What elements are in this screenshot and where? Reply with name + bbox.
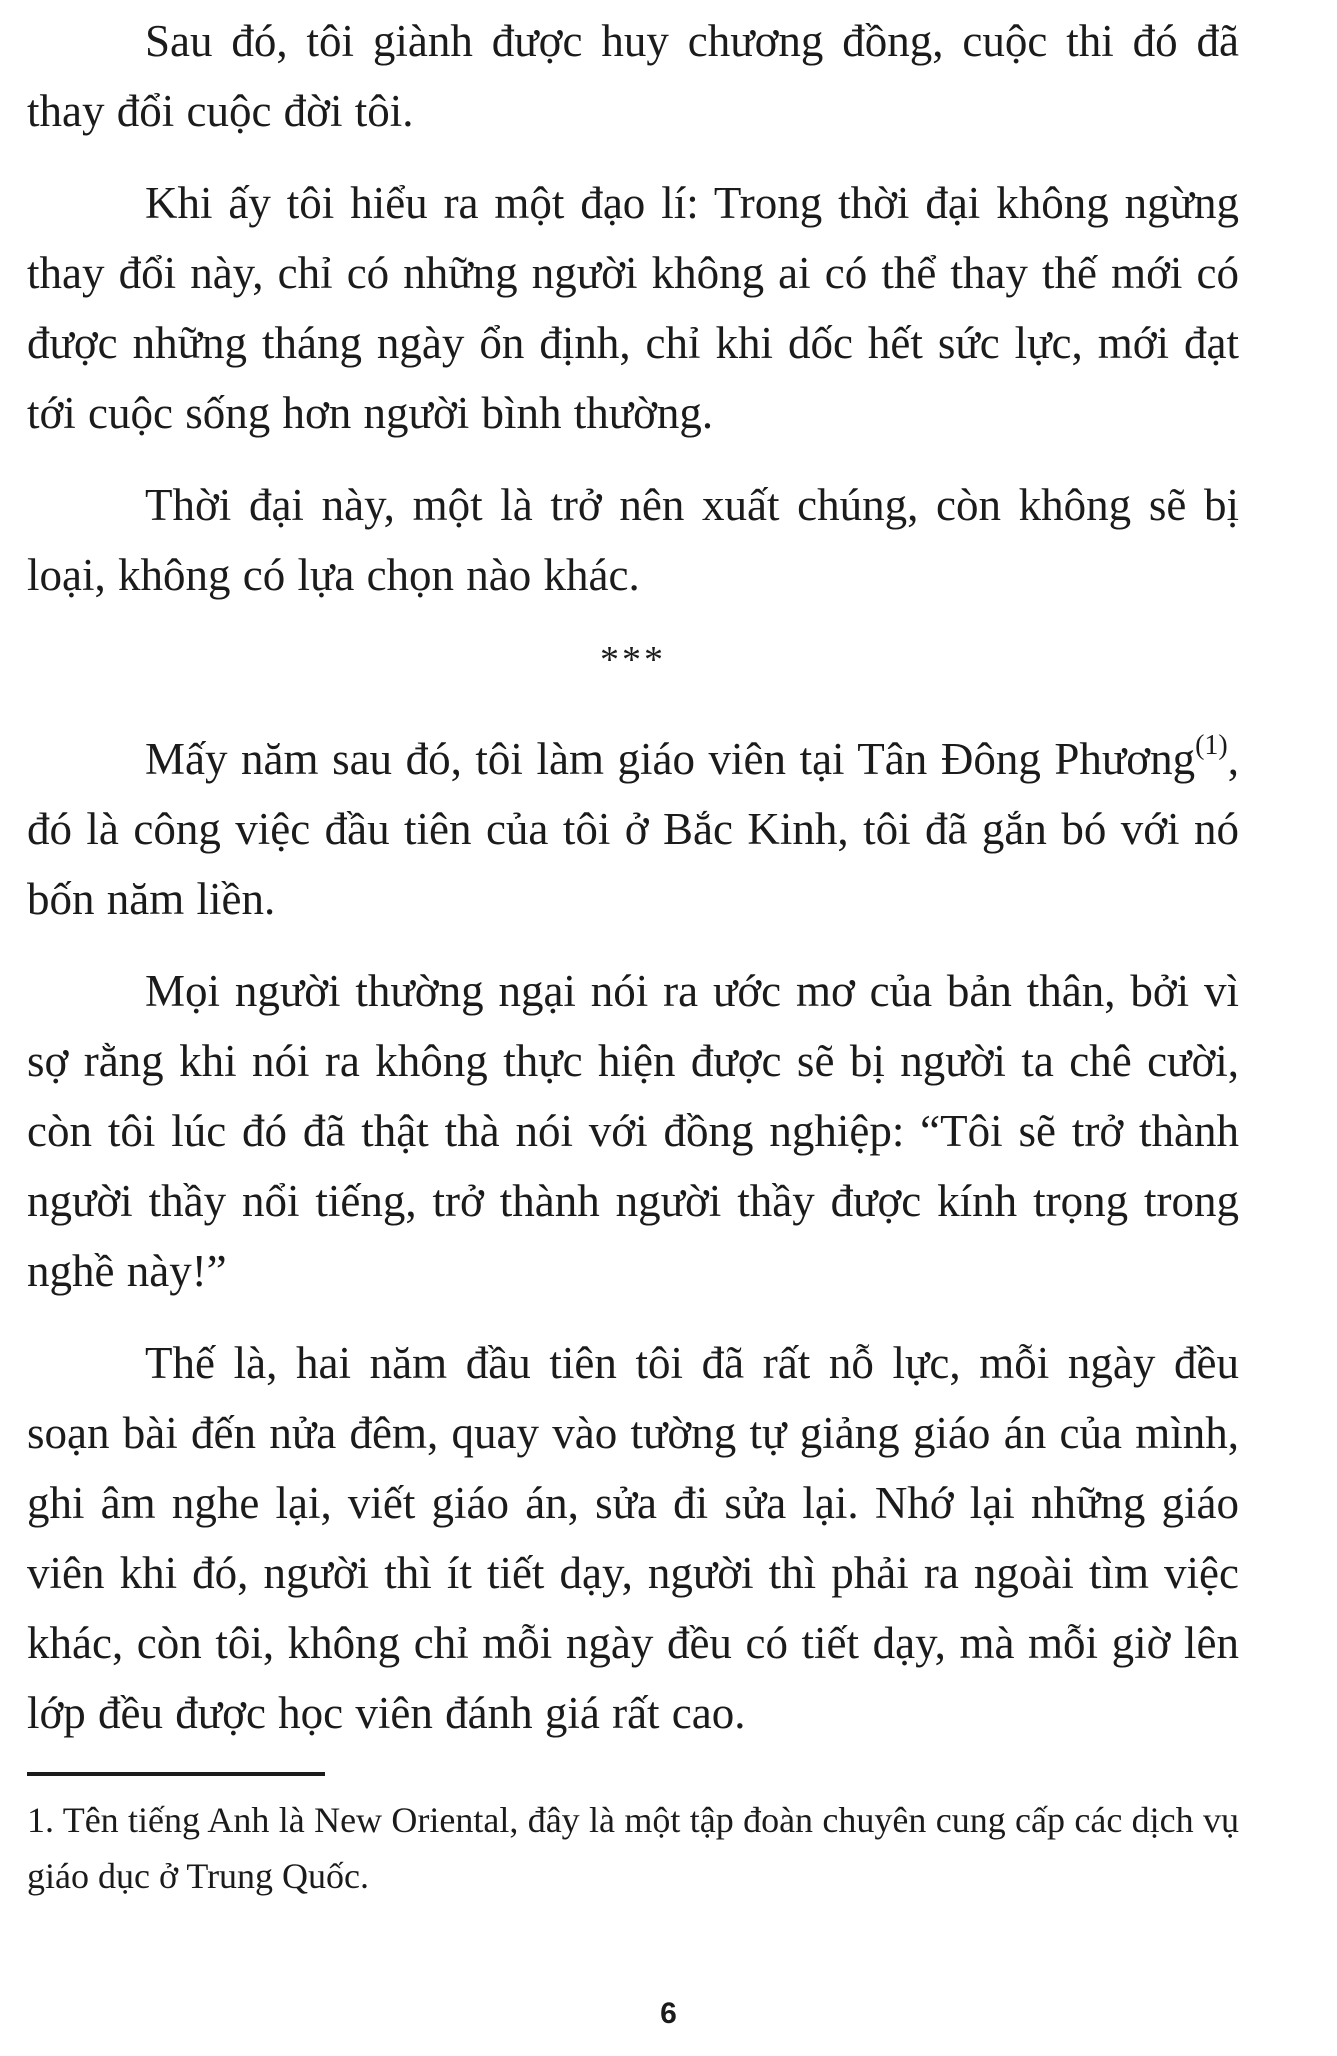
- page-number: 6: [660, 1997, 677, 2030]
- paragraph-4-text-start: Mấy năm sau đó, tôi làm giáo viên tại Tân Đông Phương: [145, 734, 1196, 784]
- footnote: 1. Tên tiếng Anh là New Oriental, đây là một tập đoàn chuyên cung cấp các dịch vụ giáo dục ở Trung Quốc.: [27, 1800, 1239, 1896]
- paragraph-4-text-end: , đó là công việc đầu tiên của tôi ở Bắc Kinh, tôi đã gắn bó với nó bốn năm liền.: [27, 734, 1239, 924]
- paragraph-1: Sau đó, tôi giành được huy chương đồng, cuộc thi đó đã thay đổi cuộc đời tôi.: [27, 16, 1239, 136]
- footnote-reference: (1): [1195, 730, 1228, 761]
- paragraph-3: Thời đại này, một là trở nên xuất chúng, còn không sẽ bị loại, không có lựa chọn nào khác.: [27, 480, 1239, 600]
- section-divider: ***: [600, 639, 666, 681]
- paragraph-5: Mọi người thường ngại nói ra ước mơ của bản thân, bởi vì sợ rằng khi nói ra không thực hiện được sẽ bị người ta chê cười, còn tôi lúc đó đã thật thà nói với đồng nghiệp: “Tôi sẽ trở thành người thầy nổi tiếng, trở thành người thầy được kính trọng trong nghề này!”: [27, 966, 1239, 1296]
- footnote-separator: [27, 1772, 325, 1776]
- paragraph-6: Thế là, hai năm đầu tiên tôi đã rất nỗ lực, mỗi ngày đều soạn bài đến nửa đêm, quay vào tường tự giảng giáo án của mình, ghi âm nghe lại, viết giáo án, sửa đi sửa lại. Nhớ lại những giáo viên khi đó, người thì ít tiết dạy, người thì phải ra ngoài tìm việc khác, còn tôi, không chỉ mỗi ngày đều có tiết dạy, mà mỗi giờ lên lớp đều được học viên đánh giá rất cao.: [27, 1338, 1239, 1738]
- paragraph-4: [27, 724, 1239, 934]
- paragraph-2: Khi ấy tôi hiểu ra một đạo lí: Trong thời đại không ngừng thay đổi này, chỉ có những người không ai có thể thay thế mới có được những tháng ngày ổn định, chỉ khi dốc hết sức lực, mới đạt tới cuộc sống hơn người bình thường.: [27, 178, 1239, 438]
- page-body: [27, 6, 1239, 1748]
